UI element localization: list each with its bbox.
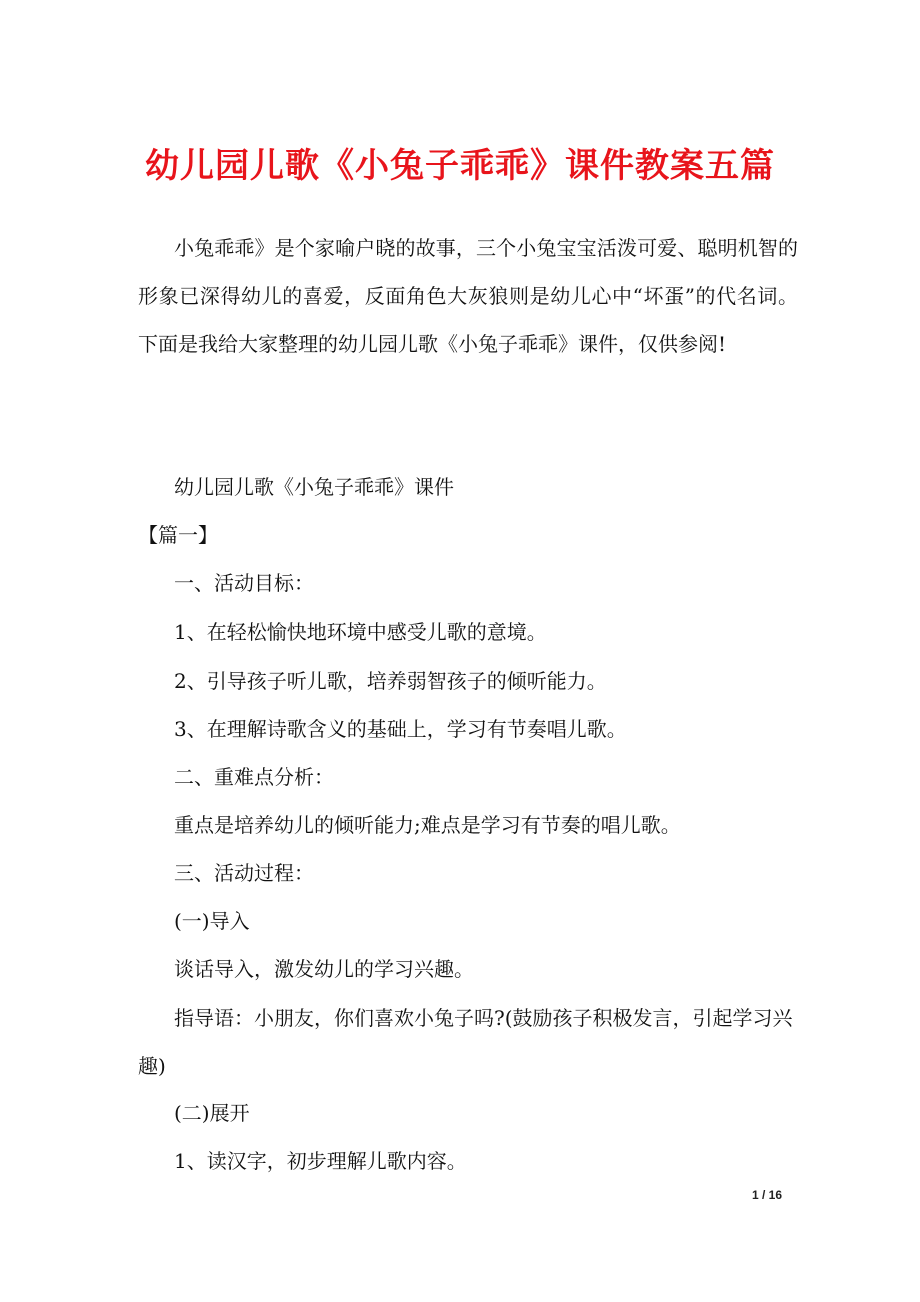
list-item: 1、在轻松愉快地环境中感受儿歌的意境。 (174, 620, 547, 644)
list-item: (一)导入 (174, 909, 250, 933)
list-item: 三、活动过程： (174, 861, 314, 885)
list-item: 1、读汉字，初步理解儿歌内容。 (174, 1149, 467, 1173)
list-item: (二)展开 (174, 1101, 250, 1125)
list-item: 3、在理解诗歌含义的基础上，学习有节奏唱儿歌。 (174, 717, 627, 741)
section-heading: 幼儿园儿歌《小兔子乖乖》课件 (174, 475, 454, 499)
list-item: 2、引导孩子听儿歌，培养弱智孩子的倾听能力。 (174, 669, 607, 693)
page-number: 1 / 16 (751, 1188, 782, 1202)
document-title: 幼儿园儿歌《小兔子乖乖》课件教案五篇 (145, 146, 775, 186)
list-item: 谈话导入，激发幼儿的学习兴趣。 (174, 957, 474, 981)
list-item: 重点是培养幼儿的倾听能力;难点是学习有节奏的唱儿歌。 (174, 813, 681, 837)
guide-paragraph: 指导语：小朋友，你们喜欢小兔子吗?(鼓励孩子积极发言，引起学习兴趣) (138, 1006, 793, 1078)
part-label: 【篇一】 (138, 523, 218, 547)
intro-paragraph: 小兔乖乖》是个家喻户晓的故事，三个小兔宝宝活泼可爱、聪明机智的形象已深得幼儿的喜爱，反面角色大灰狼则是幼儿心中“坏蛋”的代名词。下面是我给大家整理的幼儿园儿歌《小兔子乖乖》课件，仅供参阅! (138, 236, 798, 356)
list-item: 二、重难点分析： (174, 765, 334, 789)
list-item: 一、活动目标： (174, 571, 314, 595)
